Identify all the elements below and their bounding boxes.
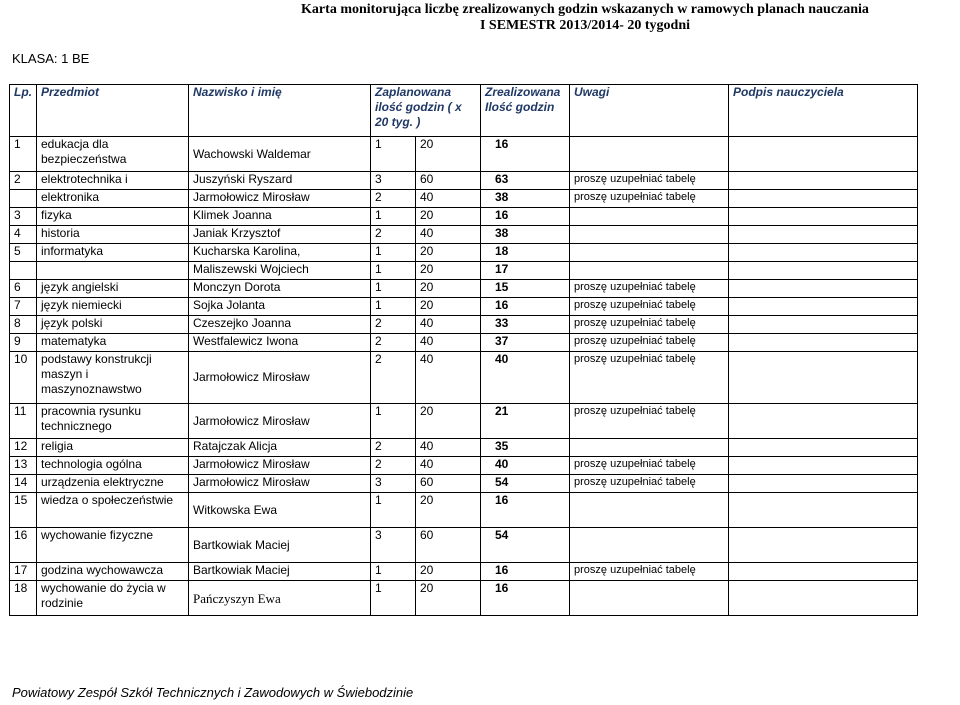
document-subtitle: I SEMESTR 2013/2014- 20 tygodni xyxy=(479,18,691,33)
table-row xyxy=(10,352,918,404)
table-row xyxy=(10,528,918,563)
cell-t: 20 xyxy=(416,244,481,262)
cell-t: 40 xyxy=(416,334,481,352)
cell-r: 38 xyxy=(481,190,570,208)
cell-subject: religia xyxy=(37,439,189,457)
cell-p xyxy=(729,244,918,262)
cell-h: 2 xyxy=(371,226,416,244)
cell-name: Czeszejko Joanna xyxy=(189,316,371,334)
cell-name: Juszyński Ryszard xyxy=(189,172,371,190)
cell-u xyxy=(570,208,729,226)
cell-h: 1 xyxy=(371,298,416,316)
cell-u: proszę uzupełniać tabelę xyxy=(570,190,729,208)
cell-name: Jarmołowicz Mirosław xyxy=(189,404,371,439)
cell-subject: historia xyxy=(37,226,189,244)
cell-u xyxy=(570,581,729,616)
cell-r: 33 xyxy=(481,316,570,334)
cell-subject: język niemiecki xyxy=(37,298,189,316)
cell-h: 2 xyxy=(371,334,416,352)
cell-p xyxy=(729,172,918,190)
cell-lp: 18 xyxy=(10,581,37,616)
cell-lp xyxy=(10,190,37,208)
cell-subject: elektrotechnika i xyxy=(37,172,189,190)
cell-lp: 3 xyxy=(10,208,37,226)
cell-t: 60 xyxy=(416,475,481,493)
cell-name: Pańczyszyn Ewa xyxy=(189,581,371,616)
cell-subject: matematyka xyxy=(37,334,189,352)
cell-lp: 1 xyxy=(10,137,37,172)
cell-r: 40 xyxy=(481,457,570,475)
cell-h: 2 xyxy=(371,352,416,404)
class-label: KLASA: 1 BE xyxy=(12,51,90,66)
cell-t: 20 xyxy=(416,262,481,280)
cell-lp: 12 xyxy=(10,439,37,457)
cell-h: 1 xyxy=(371,262,416,280)
table-row xyxy=(10,137,918,172)
cell-subject: język angielski xyxy=(37,280,189,298)
cell-t: 40 xyxy=(416,457,481,475)
cell-t: 20 xyxy=(416,563,481,581)
header-realized: Zrealizowana Ilość godzin xyxy=(481,85,570,137)
cell-t: 60 xyxy=(416,172,481,190)
cell-lp: 2 xyxy=(10,172,37,190)
table-row xyxy=(10,563,918,581)
cell-p xyxy=(729,493,918,528)
cell-t: 60 xyxy=(416,528,481,563)
cell-name: Jarmołowicz Mirosław xyxy=(189,475,371,493)
cell-subject xyxy=(37,262,189,280)
cell-p xyxy=(729,439,918,457)
cell-subject: język polski xyxy=(37,316,189,334)
cell-name: Witkowska Ewa xyxy=(189,493,371,528)
cell-name: Bartkowiak Maciej xyxy=(189,563,371,581)
cell-lp: 13 xyxy=(10,457,37,475)
cell-p xyxy=(729,137,918,172)
table-row xyxy=(10,439,918,457)
cell-u: proszę uzupełniać tabelę xyxy=(570,298,729,316)
cell-subject: informatyka xyxy=(37,244,189,262)
cell-u: proszę uzupełniać tabelę xyxy=(570,404,729,439)
cell-lp xyxy=(10,262,37,280)
cell-r: 54 xyxy=(481,475,570,493)
table-row xyxy=(10,581,918,616)
cell-r: 54 xyxy=(481,528,570,563)
footer-school-name: Powiatowy Zespół Szkół Technicznych i Zawodowych w Świebodzinie xyxy=(12,685,414,700)
cell-t: 20 xyxy=(416,298,481,316)
table-row xyxy=(10,334,918,352)
cell-r: 15 xyxy=(481,280,570,298)
table-row xyxy=(10,262,918,280)
cell-r: 16 xyxy=(481,581,570,616)
cell-u: proszę uzupełniać tabelę xyxy=(570,563,729,581)
cell-r: 17 xyxy=(481,262,570,280)
cell-t: 40 xyxy=(416,316,481,334)
table-row xyxy=(10,172,918,190)
header-notes: Uwagi xyxy=(570,85,729,137)
cell-p xyxy=(729,528,918,563)
cell-u xyxy=(570,244,729,262)
cell-r: 18 xyxy=(481,244,570,262)
cell-name: Maliszewski Wojciech xyxy=(189,262,371,280)
table-row xyxy=(10,298,918,316)
cell-h: 1 xyxy=(371,581,416,616)
cell-t: 20 xyxy=(416,137,481,172)
cell-lp: 9 xyxy=(10,334,37,352)
cell-h: 3 xyxy=(371,528,416,563)
table-row xyxy=(10,280,918,298)
table-row xyxy=(10,457,918,475)
cell-name: Jarmołowicz Mirosław xyxy=(189,352,371,404)
cell-lp: 7 xyxy=(10,298,37,316)
cell-h: 2 xyxy=(371,190,416,208)
table-row xyxy=(10,244,918,262)
cell-r: 35 xyxy=(481,439,570,457)
table-row xyxy=(10,316,918,334)
cell-h: 2 xyxy=(371,457,416,475)
table-body xyxy=(10,137,918,616)
cell-subject: technologia ogólna xyxy=(37,457,189,475)
cell-name: Jarmołowicz Mirosław xyxy=(189,190,371,208)
cell-subject: pracownia rysunku technicznego xyxy=(37,404,189,439)
cell-u xyxy=(570,137,729,172)
table-row xyxy=(10,493,918,528)
cell-lp: 14 xyxy=(10,475,37,493)
cell-name: Jarmołowicz Mirosław xyxy=(189,457,371,475)
cell-subject: wychowanie do życia w rodzinie xyxy=(37,581,189,616)
cell-p xyxy=(729,475,918,493)
cell-h: 1 xyxy=(371,280,416,298)
header-name: Nazwisko i imię xyxy=(189,85,371,137)
cell-r: 16 xyxy=(481,298,570,316)
cell-u: proszę uzupełniać tabelę xyxy=(570,172,729,190)
table-row xyxy=(10,404,918,439)
cell-p xyxy=(729,298,918,316)
cell-lp: 4 xyxy=(10,226,37,244)
cell-u xyxy=(570,226,729,244)
cell-name: Westfalewicz Iwona xyxy=(189,334,371,352)
cell-subject: podstawy konstrukcji maszyn i maszynoznawstwo xyxy=(37,352,189,404)
cell-r: 63 xyxy=(481,172,570,190)
table-row xyxy=(10,190,918,208)
table-row xyxy=(10,475,918,493)
cell-t: 40 xyxy=(416,352,481,404)
cell-name: Bartkowiak Maciej xyxy=(189,528,371,563)
cell-lp: 6 xyxy=(10,280,37,298)
cell-lp: 8 xyxy=(10,316,37,334)
cell-t: 20 xyxy=(416,581,481,616)
cell-h: 1 xyxy=(371,137,416,172)
cell-h: 1 xyxy=(371,208,416,226)
header-lp: Lp. xyxy=(10,85,37,137)
header-subject: Przedmiot xyxy=(37,85,189,137)
cell-name: Ratajczak Alicja xyxy=(189,439,371,457)
cell-r: 16 xyxy=(481,563,570,581)
document-title: Karta monitorująca liczbę zrealizowanych godzin wskazanych w ramowych planach nauczania xyxy=(301,2,869,17)
header-planned: Zaplanowana ilość godzin ( x 20 tyg. ) xyxy=(371,85,481,137)
cell-h: 1 xyxy=(371,563,416,581)
cell-u xyxy=(570,439,729,457)
cell-h: 2 xyxy=(371,316,416,334)
cell-h: 1 xyxy=(371,404,416,439)
cell-name: Kucharska Karolina, xyxy=(189,244,371,262)
cell-u: proszę uzupełniać tabelę xyxy=(570,475,729,493)
cell-lp: 16 xyxy=(10,528,37,563)
cell-p xyxy=(729,262,918,280)
cell-subject: wiedza o społeczeństwie xyxy=(37,493,189,528)
cell-h: 3 xyxy=(371,172,416,190)
cell-u xyxy=(570,493,729,528)
cell-p xyxy=(729,208,918,226)
cell-p xyxy=(729,334,918,352)
cell-r: 37 xyxy=(481,334,570,352)
cell-u: proszę uzupełniać tabelę xyxy=(570,352,729,404)
cell-p xyxy=(729,316,918,334)
cell-p xyxy=(729,563,918,581)
cell-t: 20 xyxy=(416,404,481,439)
table-header-row xyxy=(10,85,918,137)
cell-p xyxy=(729,404,918,439)
cell-p xyxy=(729,457,918,475)
table-row xyxy=(10,226,918,244)
cell-r: 38 xyxy=(481,226,570,244)
cell-subject: elektronika xyxy=(37,190,189,208)
cell-subject: urządzenia elektryczne xyxy=(37,475,189,493)
header-signature: Podpis nauczyciela xyxy=(729,85,918,137)
cell-u: proszę uzupełniać tabelę xyxy=(570,334,729,352)
cell-lp: 10 xyxy=(10,352,37,404)
cell-t: 20 xyxy=(416,280,481,298)
cell-name: Monczyn Dorota xyxy=(189,280,371,298)
cell-r: 16 xyxy=(481,493,570,528)
cell-u xyxy=(570,262,729,280)
cell-subject: edukacja dla bezpieczeństwa xyxy=(37,137,189,172)
cell-h: 2 xyxy=(371,439,416,457)
cell-lp: 11 xyxy=(10,404,37,439)
cell-h: 1 xyxy=(371,493,416,528)
cell-p xyxy=(729,226,918,244)
cell-h: 3 xyxy=(371,475,416,493)
cell-u: proszę uzupełniać tabelę xyxy=(570,457,729,475)
cell-lp: 15 xyxy=(10,493,37,528)
cell-u xyxy=(570,528,729,563)
cell-r: 16 xyxy=(481,208,570,226)
cell-t: 40 xyxy=(416,439,481,457)
cell-r: 16 xyxy=(481,137,570,172)
cell-lp: 17 xyxy=(10,563,37,581)
cell-p xyxy=(729,280,918,298)
cell-t: 40 xyxy=(416,226,481,244)
cell-t: 20 xyxy=(416,493,481,528)
cell-p xyxy=(729,190,918,208)
cell-r: 21 xyxy=(481,404,570,439)
cell-name: Janiak Krzysztof xyxy=(189,226,371,244)
cell-p xyxy=(729,352,918,404)
cell-r: 40 xyxy=(481,352,570,404)
hours-table xyxy=(9,84,918,616)
cell-p xyxy=(729,581,918,616)
cell-u: proszę uzupełniać tabelę xyxy=(570,280,729,298)
cell-t: 40 xyxy=(416,190,481,208)
table-row xyxy=(10,208,918,226)
cell-u: proszę uzupełniać tabelę xyxy=(570,316,729,334)
cell-lp: 5 xyxy=(10,244,37,262)
cell-name: Wachowski Waldemar xyxy=(189,137,371,172)
cell-h: 1 xyxy=(371,244,416,262)
cell-subject: fizyka xyxy=(37,208,189,226)
cell-name: Klimek Joanna xyxy=(189,208,371,226)
cell-t: 20 xyxy=(416,208,481,226)
cell-name: Sojka Jolanta xyxy=(189,298,371,316)
cell-subject: wychowanie fizyczne xyxy=(37,528,189,563)
cell-subject: godzina wychowawcza xyxy=(37,563,189,581)
